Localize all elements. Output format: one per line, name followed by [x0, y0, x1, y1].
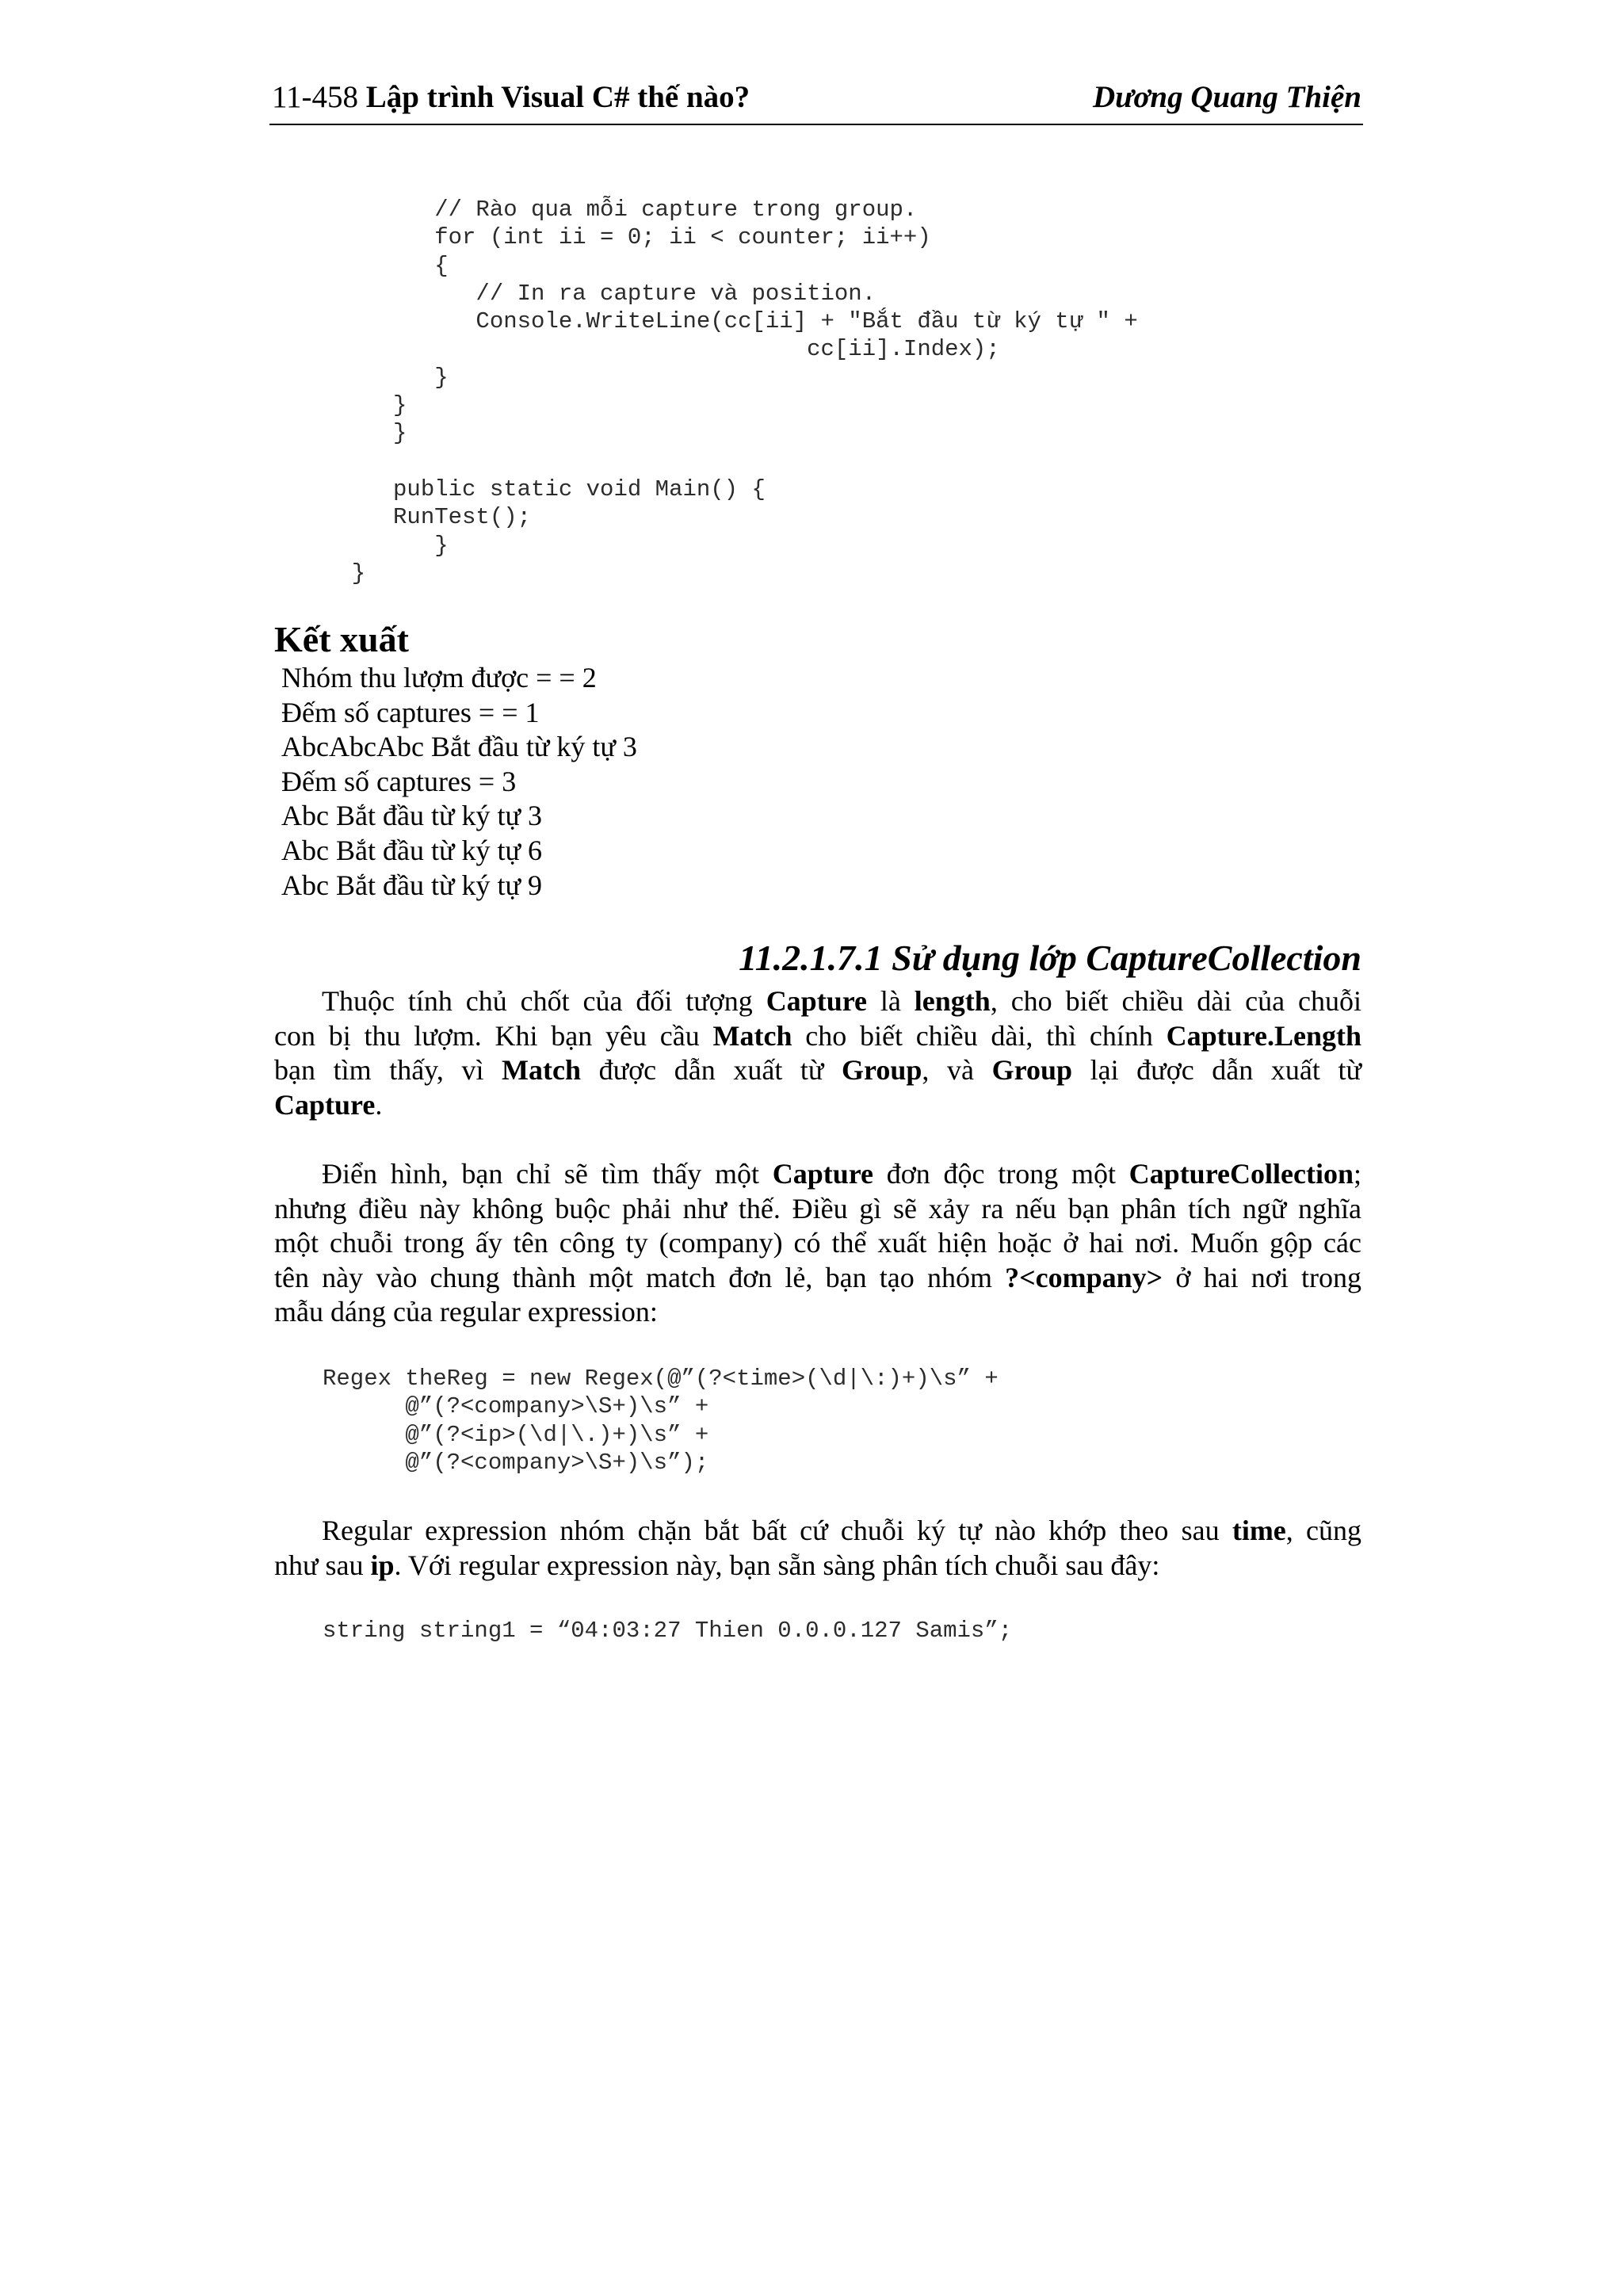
paragraph-line: tên này vào chung thành một match đơn lẻ, bạn tạo nhóm ?<company> ở hai nơi trong — [274, 1261, 1361, 1293]
paragraph-capture-collection — [274, 1157, 1361, 1330]
output-line: Abc Bắt đầu từ ký tự 6 — [281, 834, 542, 866]
output-line: Abc Bắt đầu từ ký tự 9 — [281, 869, 542, 901]
output-line: Nhóm thu lượm được = = 2 — [281, 662, 597, 693]
output-heading: Kết xuất — [274, 619, 409, 659]
header-rule — [269, 124, 1363, 125]
author-name: Dương Quang Thiện — [1092, 80, 1361, 114]
code-block-runtest: // Rào qua mỗi capture trong group. for (int ii = 0; ii < counter; ii++) { // In ra capture và position. Console.WriteLine(cc[ii] + "Bắt đầu từ ký tự " + cc[ii].Index); } } } public static void Main() { RunTest(); } } — [351, 197, 1138, 586]
paragraph-line: Điển hình, bạn chỉ sẽ tìm thấy một Capture đơn độc trong một CaptureCollection; — [322, 1158, 1361, 1190]
running-header-left — [272, 78, 750, 117]
paragraph-line: một chuỗi trong ấy tên công ty (company) có thể xuất hiện hoặc ở hai nơi. Muốn gộp các — [274, 1227, 1361, 1259]
paragraph-line: Thuộc tính chủ chốt của đối tượng Capture là length, cho biết chiều dài của chuỗi — [322, 985, 1361, 1017]
page-number: 11-458 — [272, 80, 359, 114]
paragraph-line: bạn tìm thấy, vì Match được dẫn xuất từ Group, và Group lại được dẫn xuất từ — [274, 1054, 1361, 1087]
paragraph-capture-length — [274, 984, 1361, 1122]
output-line: Đếm số captures = = 1 — [281, 696, 540, 728]
output-line: AbcAbcAbc Bắt đầu từ ký tự 3 — [281, 731, 637, 763]
paragraph-line: mẫu dáng của regular expression: — [274, 1296, 658, 1328]
book-title: Lập trình Visual C# thế nào? — [365, 80, 750, 114]
paragraph-regex-groups — [274, 1514, 1361, 1583]
output-line: Abc Bắt đầu từ ký tự 3 — [281, 800, 542, 832]
output-lines — [281, 661, 637, 903]
paragraph-line: Regular expression nhóm chặn bắt bất cứ chuỗi ký tự nào khớp theo sau time, cũng — [322, 1515, 1361, 1546]
paragraph-line: Capture. — [274, 1088, 383, 1121]
output-line: Đếm số captures = 3 — [281, 765, 517, 797]
paragraph-line: như sau ip. Với regular expression này, bạn sẵn sàng phân tích chuỗi sau đây: — [274, 1549, 1160, 1581]
code-block-string: string string1 = “04:03:27 Thien 0.0.0.127 Samis”; — [323, 1618, 1013, 1644]
paragraph-line: nhưng điều này không buộc phải như thế. Điều gì sẽ xảy ra nếu bạn phân tích ngữ nghĩa — [274, 1192, 1361, 1224]
code-block-regex: Regex theReg = new Regex(@”(?<time>(\d|\:)+)\s” + @”(?<company>\S+)\s” + @”(?<ip>(\d|\.)+)\s” + @”(?<company>\S+)\s”); — [323, 1366, 999, 1476]
section-heading: 11.2.1.7.1 Sử dụng lớp CaptureCollection — [739, 938, 1361, 978]
paragraph-line: con bị thu lượm. Khi bạn yêu cầu Match cho biết chiều dài, thì chính Capture.Length — [274, 1019, 1361, 1052]
